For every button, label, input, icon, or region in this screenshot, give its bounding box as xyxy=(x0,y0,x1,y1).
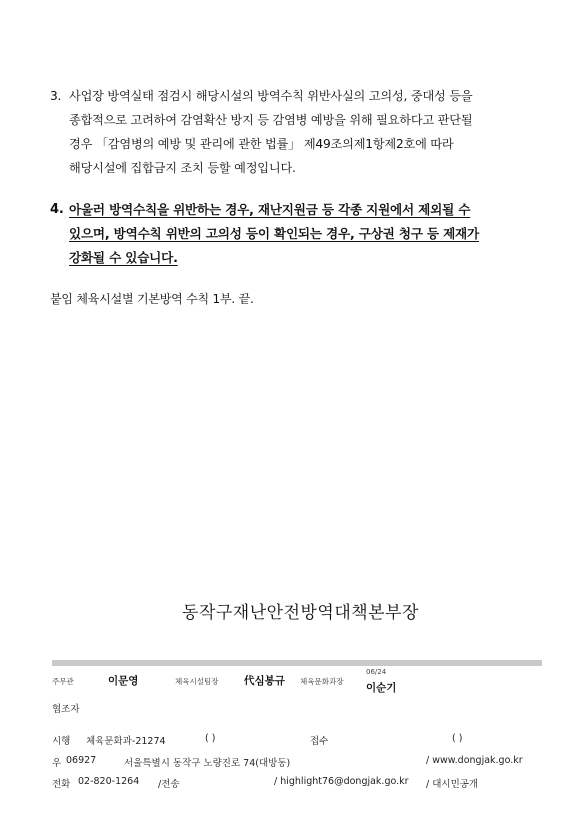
cooperator-label: 협조자 xyxy=(52,704,80,715)
paragraph-line: 해당시설에 집합금지 조치 등할 예정입니다. xyxy=(69,161,296,175)
underlined-text: 강화될 수 있습니다. xyxy=(69,250,178,265)
fax-label: /전송 xyxy=(158,779,180,790)
attachment-note: 붙임 체육시설별 기본방역 수칙 1부. 끝. xyxy=(50,292,254,306)
postal-code: 06927 xyxy=(66,755,97,766)
website-text: / www.dongjak.go.kr xyxy=(426,755,523,766)
underlined-text: 아울러 방역수칙을 위반하는 경우, 재난지원금 등 각종 지원에서 제외될 수 xyxy=(69,202,471,217)
paragraph-line: 경우 「감염병의 예방 및 관리에 관한 법률」 제49조의제1항제2호에 따라 xyxy=(69,137,454,151)
enforce-parenthesis: ( ) xyxy=(205,733,216,744)
paragraph-line xyxy=(50,246,550,270)
sender-title: 동작구재난안전방역대책본부장 xyxy=(182,603,419,623)
enforce-label: 시행 xyxy=(52,736,71,747)
disclosure-text: / 대시민공개 xyxy=(426,779,479,790)
paragraph-item-4 xyxy=(50,198,550,270)
approver-block xyxy=(366,668,397,696)
enforce-number: 체육문화과-21274 xyxy=(86,736,166,747)
item-number: 4. xyxy=(50,202,64,217)
underlined-text: 있으며, 방역수칙 위반의 고의성 등이 확인되는 경우, 구상권 청구 등 제재가 xyxy=(69,226,479,241)
phone-number: 02-820-1264 xyxy=(78,776,140,787)
item-number: 3. xyxy=(50,89,62,103)
postal-label: 우 xyxy=(52,758,62,769)
approver-name: 이순기 xyxy=(366,682,397,694)
phone-label: 전화 xyxy=(52,779,71,790)
drafter-name: 이문영 xyxy=(108,675,139,687)
reviewer-title: 체육시설팀장 xyxy=(175,677,219,686)
address-text: 서울특별시 동작구 노량진로 74(대방동) xyxy=(124,758,291,769)
reviewer-name: 代심봉규 xyxy=(244,675,285,687)
divider-bar xyxy=(52,660,542,666)
paragraph-line xyxy=(50,222,550,246)
paragraph-item-3 xyxy=(50,84,550,180)
receipt-label: 접수 xyxy=(310,736,329,747)
paragraph-line: 종합적으로 고려하여 감염확산 방지 등 감염병 예방을 위해 필요하다고 판단될 xyxy=(69,113,473,127)
paragraph-line: 사업장 방역실태 점검시 해당시설의 방역수칙 위반사실의 고의성, 중대성 등을 xyxy=(69,89,473,103)
approval-date: 06/24 xyxy=(366,668,387,676)
approver-title: 체육문화과장 xyxy=(300,677,344,686)
receipt-parenthesis: ( ) xyxy=(452,733,463,744)
email-text: / highlight76@dongjak.go.kr xyxy=(274,776,409,787)
drafter-title: 주무관 xyxy=(52,677,74,686)
paragraph-line xyxy=(50,198,550,222)
